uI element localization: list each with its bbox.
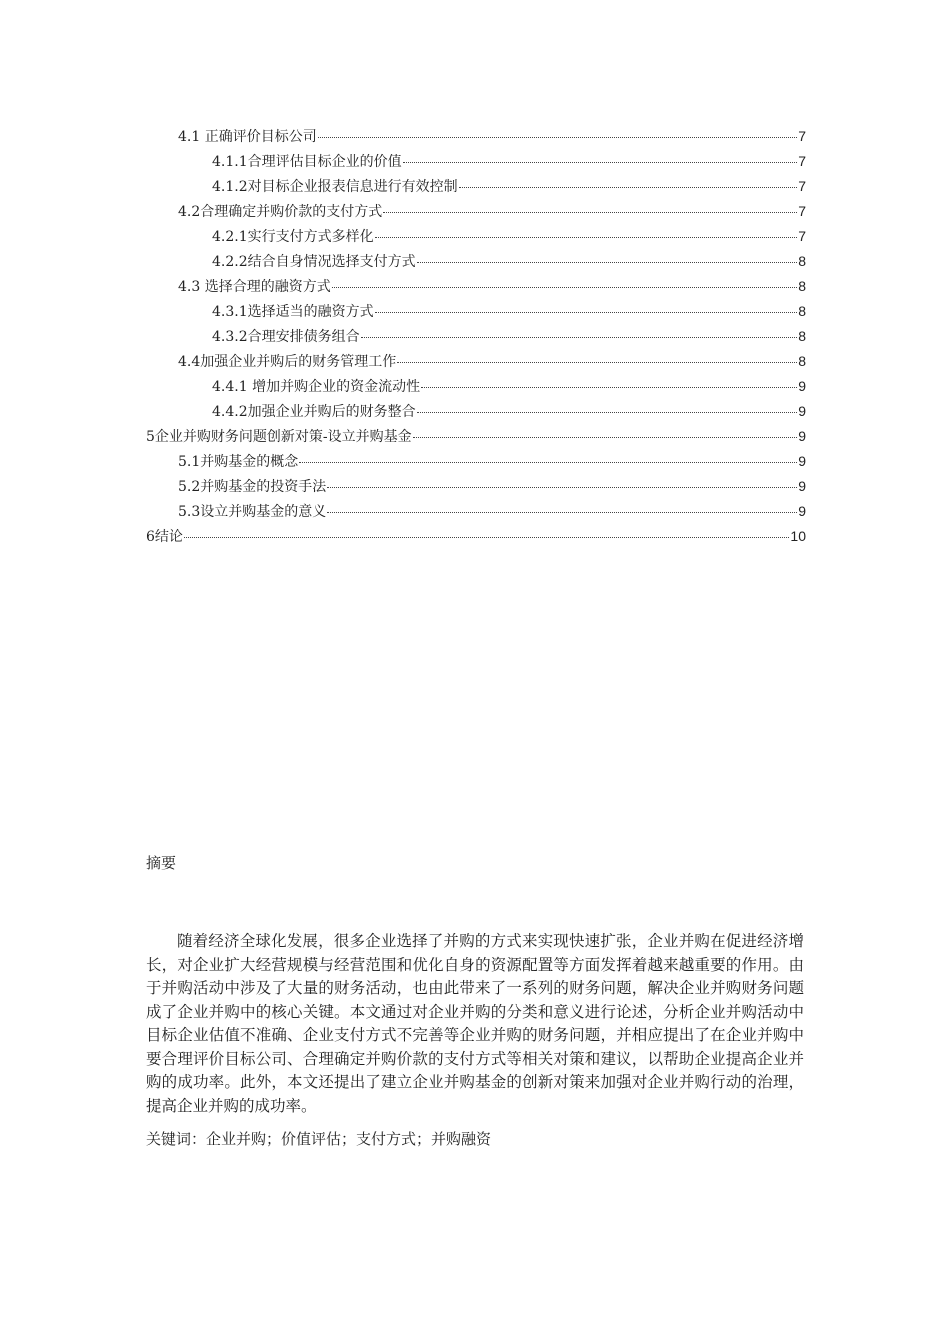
toc-entry[interactable] bbox=[146, 526, 806, 551]
toc-entry-title: 4.4加强企业并购后的财务管理工作 bbox=[178, 354, 397, 370]
toc-dot-leader bbox=[299, 462, 797, 463]
toc-dot-leader bbox=[403, 162, 798, 163]
toc-dot-leader bbox=[417, 262, 798, 263]
toc-entry[interactable] bbox=[146, 351, 806, 376]
abstract-heading: 摘要 bbox=[146, 854, 177, 872]
toc-entry[interactable] bbox=[146, 276, 806, 301]
toc-dot-leader bbox=[459, 187, 798, 188]
toc-entry[interactable] bbox=[146, 226, 806, 251]
toc-entry-title: 4.2合理确定并购价款的支付方式 bbox=[178, 204, 383, 220]
toc-entry-title: 4.3.1选择适当的融资方式 bbox=[212, 304, 374, 320]
keywords-line: 关键词：企业并购；价值评估；支付方式；并购融资 bbox=[146, 1130, 492, 1148]
toc-dot-leader bbox=[332, 287, 797, 288]
toc-dot-leader bbox=[417, 412, 798, 413]
toc-entry-title: 5.1并购基金的概念 bbox=[178, 454, 299, 470]
toc-entry[interactable] bbox=[146, 201, 806, 226]
toc-dot-leader bbox=[375, 312, 798, 313]
toc-entry[interactable] bbox=[146, 476, 806, 501]
toc-entry[interactable] bbox=[146, 126, 806, 151]
toc-dot-leader bbox=[184, 537, 790, 538]
toc-entry-title: 5.3设立并购基金的意义 bbox=[178, 504, 327, 520]
toc-entry-page: 8 bbox=[798, 253, 806, 269]
toc-entry[interactable] bbox=[146, 176, 806, 201]
toc-entry[interactable] bbox=[146, 151, 806, 176]
toc-entry-page: 7 bbox=[798, 228, 806, 244]
toc-entry-title: 4.2.1实行支付方式多样化 bbox=[212, 229, 374, 245]
toc-entry-page: 9 bbox=[798, 403, 806, 419]
toc-dot-leader bbox=[361, 337, 798, 338]
toc-entry-page: 8 bbox=[798, 278, 806, 294]
toc-dot-leader bbox=[421, 387, 797, 388]
toc-dot-leader bbox=[327, 512, 797, 513]
toc-dot-leader bbox=[397, 362, 797, 363]
toc-entry-title: 4.3.2合理安排债务组合 bbox=[212, 329, 360, 345]
toc-entry-page: 9 bbox=[798, 478, 806, 494]
toc-entry-page: 10 bbox=[790, 528, 806, 544]
toc-entry-title: 4.1 正确评价目标公司 bbox=[178, 129, 317, 145]
toc-entry-page: 9 bbox=[798, 503, 806, 519]
toc-entry[interactable] bbox=[146, 376, 806, 401]
toc-entry-page: 9 bbox=[798, 453, 806, 469]
toc-entry[interactable] bbox=[146, 251, 806, 276]
toc-entry[interactable] bbox=[146, 401, 806, 426]
toc-entry[interactable] bbox=[146, 426, 806, 451]
toc-entry-title: 4.3 选择合理的融资方式 bbox=[178, 279, 331, 295]
toc-entry-title: 5企业并购财务问题创新对策-设立并购基金 bbox=[146, 429, 412, 445]
toc-entry[interactable] bbox=[146, 451, 806, 476]
toc-entry-title: 4.4.1 增加并购企业的资金流动性 bbox=[212, 379, 421, 395]
toc-entry-page: 7 bbox=[798, 128, 806, 144]
toc-entry-page: 7 bbox=[798, 153, 806, 169]
abstract-body: 随着经济全球化发展，很多企业选择了并购的方式来实现快速扩张，企业并购在促进经济增长，对企业扩大经营规模与经营范围和优化自身的资源配置等方面发挥着越来越重要的作用。由于并购活动中涉及了大量的财务活动，也由此带来了一系列的财务问题，解决企业并购财务问题成了企业并购中的核心关键。本文通过对企业并购的分类和意义进行论述，分析企业并购活动中目标企业估值不准确、企业支付方式不完善等企业并购的财务问题，并相应提出了在企业并购中要合理评价目标公司、合理确定并购价款的支付方式等相关对策和建议，以帮助企业提高企业并购的成功率。此外，本文还提出了建立企业并购基金的创新对策来加强对企业并购行动的治理，提高企业并购的成功率。 bbox=[146, 932, 804, 1115]
toc-entry[interactable] bbox=[146, 326, 806, 351]
toc-entry[interactable] bbox=[146, 301, 806, 326]
toc-dot-leader bbox=[327, 487, 797, 488]
toc-entry-page: 9 bbox=[798, 378, 806, 394]
toc-entry-title: 4.2.2结合自身情况选择支付方式 bbox=[212, 254, 416, 270]
toc-dot-leader bbox=[318, 137, 797, 138]
table-of-contents bbox=[146, 126, 806, 551]
toc-entry-page: 8 bbox=[798, 353, 806, 369]
toc-entry-title: 4.1.2对目标企业报表信息进行有效控制 bbox=[212, 179, 458, 195]
toc-entry-title: 4.4.2加强企业并购后的财务整合 bbox=[212, 404, 416, 420]
toc-entry-title: 6结论 bbox=[146, 529, 183, 545]
toc-entry-page: 8 bbox=[798, 303, 806, 319]
toc-entry-page: 9 bbox=[798, 428, 806, 444]
toc-entry[interactable] bbox=[146, 501, 806, 526]
toc-entry-page: 8 bbox=[798, 328, 806, 344]
toc-entry-title: 5.2并购基金的投资手法 bbox=[178, 479, 327, 495]
toc-dot-leader bbox=[383, 212, 797, 213]
toc-entry-page: 7 bbox=[798, 178, 806, 194]
toc-dot-leader bbox=[413, 437, 798, 438]
toc-dot-leader bbox=[375, 237, 798, 238]
toc-entry-title: 4.1.1合理评估目标企业的价值 bbox=[212, 154, 402, 170]
toc-entry-page: 7 bbox=[798, 203, 806, 219]
